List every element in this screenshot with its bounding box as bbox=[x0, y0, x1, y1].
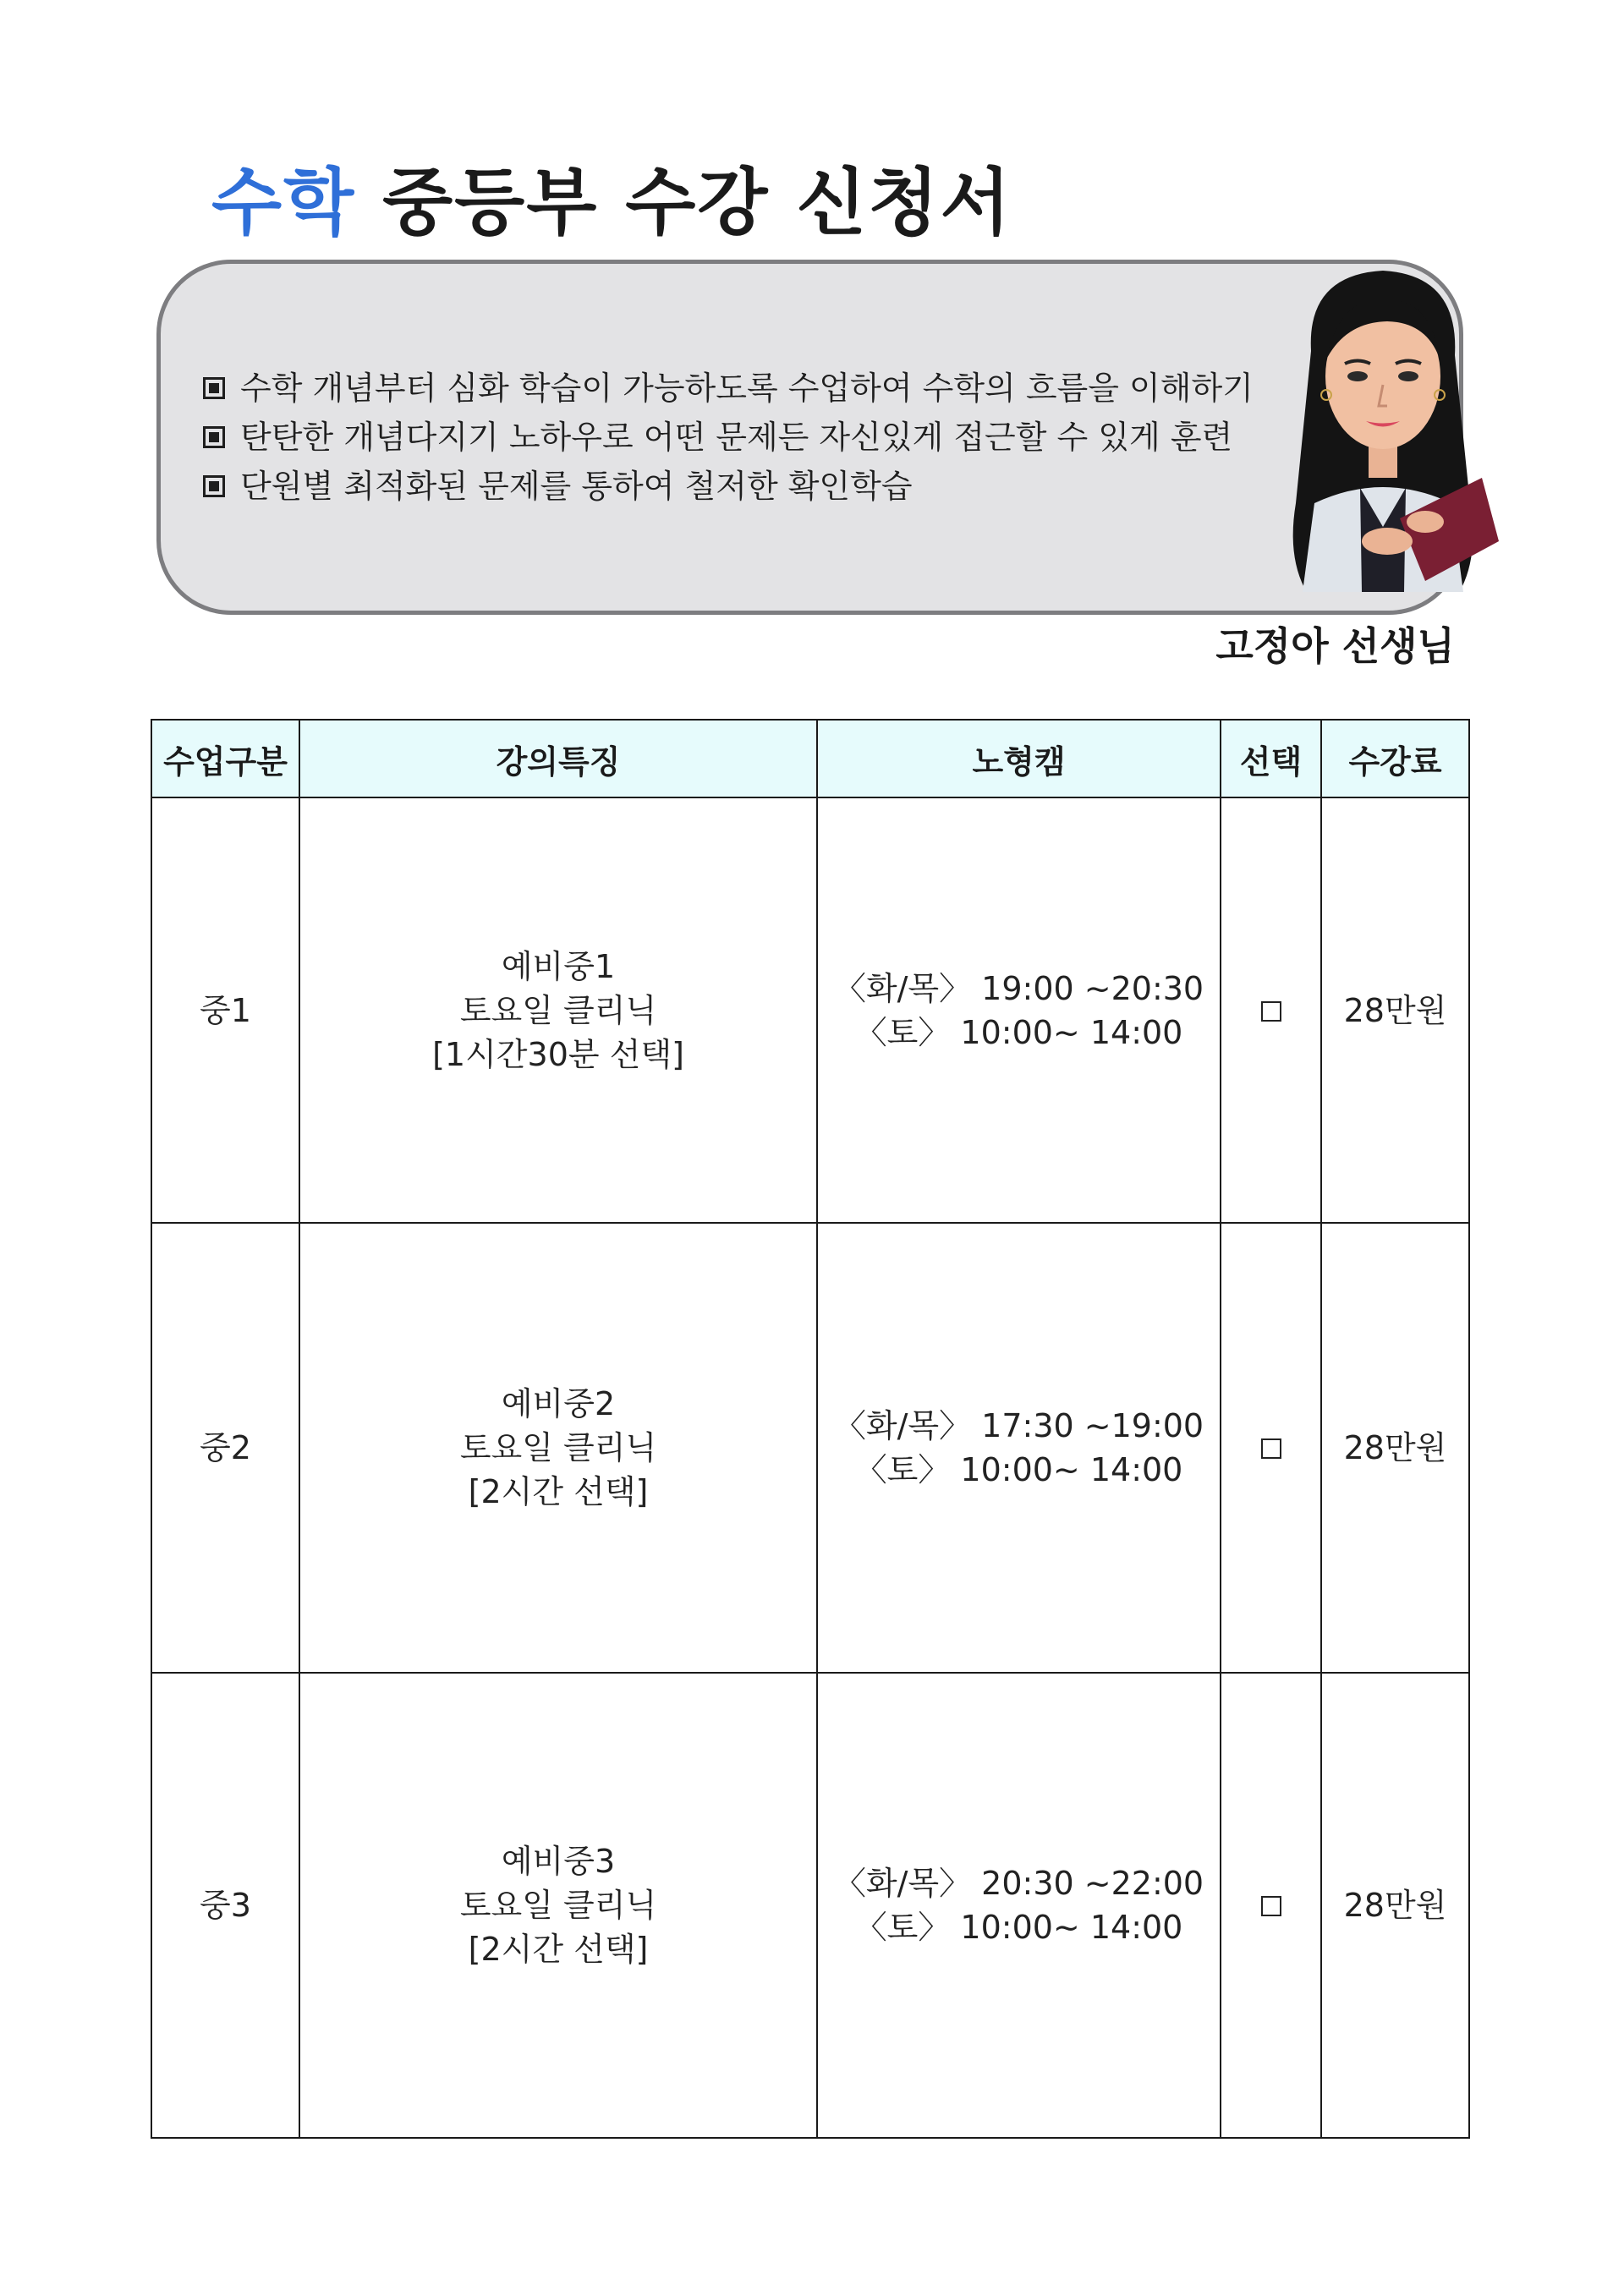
intro-bullet-item bbox=[203, 413, 1254, 462]
select-checkbox[interactable] bbox=[1261, 1896, 1281, 1916]
feature-line: 예비중1 bbox=[501, 947, 616, 985]
table-row bbox=[151, 1673, 1469, 2138]
select-checkbox[interactable] bbox=[1261, 1001, 1281, 1022]
header-fee: 수강료 bbox=[1321, 720, 1469, 797]
table-header-row bbox=[151, 720, 1469, 797]
schedule-line: 〈토〉 10:00~ 14:00 bbox=[854, 1013, 1183, 1051]
intro-bullet-text: 단원별 최적화된 문제를 통하여 철저한 확인학습 bbox=[240, 468, 913, 505]
grade-cell: 중1 bbox=[151, 797, 299, 1223]
header-class-type: 수업구분 bbox=[151, 720, 299, 797]
schedule-cell bbox=[817, 1673, 1221, 2138]
schedule-line: 〈화/목〉 19:00 ~20:30 bbox=[833, 969, 1204, 1007]
feature-cell bbox=[299, 1673, 817, 2138]
feature-cell bbox=[299, 797, 817, 1223]
square-bullet-icon bbox=[203, 475, 225, 497]
fee-cell: 28만원 bbox=[1321, 1223, 1469, 1673]
schedule-cell bbox=[817, 797, 1221, 1223]
feature-cell bbox=[299, 1223, 817, 1673]
schedule-cell bbox=[817, 1223, 1221, 1673]
intro-bullet-text: 수학 개념부터 심화 학습이 가능하도록 수업하여 수학의 흐름을 이해하기 bbox=[240, 370, 1254, 407]
select-checkbox[interactable] bbox=[1261, 1438, 1281, 1459]
feature-line: 토요일 클리닉 bbox=[459, 1887, 657, 1924]
intro-bullet-item bbox=[203, 462, 1254, 511]
intro-bullet-item bbox=[203, 364, 1254, 413]
title-accent: 수학 bbox=[211, 161, 356, 245]
intro-bullet-list bbox=[203, 364, 1254, 511]
schedule-line: 〈토〉 10:00~ 14:00 bbox=[854, 1909, 1183, 1946]
table-row bbox=[151, 1223, 1469, 1673]
feature-line: 토요일 클리닉 bbox=[459, 1429, 657, 1466]
header-campus: 노형캠 bbox=[817, 720, 1221, 797]
teacher-caricature-image bbox=[1260, 249, 1506, 596]
feature-line: [2시간 선택] bbox=[468, 1931, 649, 1968]
square-bullet-icon bbox=[203, 377, 225, 399]
feature-line: [2시간 선택] bbox=[468, 1473, 649, 1510]
header-select: 선택 bbox=[1221, 720, 1321, 797]
table-row bbox=[151, 797, 1469, 1223]
header-feature: 강의특징 bbox=[299, 720, 817, 797]
intro-bullet-text: 탄탄한 개념다지기 노하우로 어떤 문제든 자신있게 접근할 수 있게 훈련 bbox=[240, 419, 1233, 456]
grade-cell: 중2 bbox=[151, 1223, 299, 1673]
schedule-line: 〈화/목〉 20:30 ~22:00 bbox=[833, 1865, 1204, 1902]
fee-cell: 28만원 bbox=[1321, 1673, 1469, 2138]
schedule-line: 〈토〉 10:00~ 14:00 bbox=[854, 1451, 1183, 1488]
schedule-line: 〈화/목〉 17:30 ~19:00 bbox=[833, 1407, 1204, 1444]
grade-cell: 중3 bbox=[151, 1673, 299, 2138]
fee-cell: 28만원 bbox=[1321, 797, 1469, 1223]
feature-line: 예비중2 bbox=[501, 1385, 616, 1422]
select-cell bbox=[1221, 1223, 1321, 1673]
select-cell bbox=[1221, 1673, 1321, 2138]
title-rest: 중등부 수강 신청서 bbox=[382, 161, 1012, 245]
square-bullet-icon bbox=[203, 426, 225, 448]
course-table bbox=[151, 719, 1470, 2139]
feature-line: 토요일 클리닉 bbox=[459, 991, 657, 1029]
teacher-name: 고정아 선생님 bbox=[1215, 623, 1455, 669]
feature-line: 예비중3 bbox=[501, 1843, 616, 1880]
feature-line: [1시간30분 선택] bbox=[432, 1035, 684, 1073]
page-title bbox=[211, 144, 1012, 249]
select-cell bbox=[1221, 797, 1321, 1223]
